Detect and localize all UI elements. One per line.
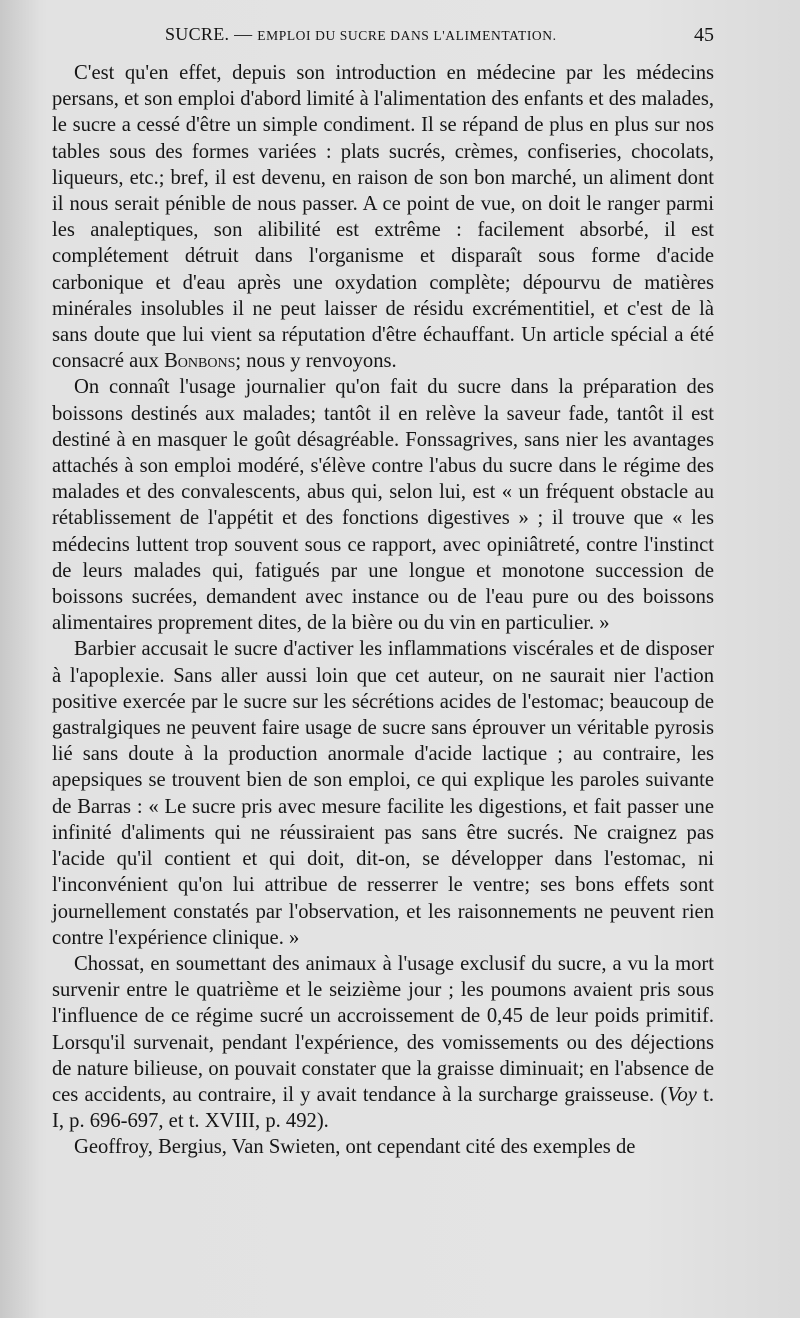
- header-title-dash: —: [234, 24, 253, 44]
- text-run: Barbier accusait le sucre d'activer les inflammations viscérales et de disposer à l'apoplexie. Sans aller aussi loin que cet auteur, on ne saurait nier l'action positive exercée par le sucre sur les sécrétions acides de l'estomac; beaucoup de gastralgiques ne peuvent faire usage de sucre sans éprouver un véritable pyrosis lié sans doute à la production anormale d'acide lactique ; au contraire, les apepsiques se trouvent bien de son emploi, ce qui explique les paroles suivante de Barras : « Le sucre pris avec mesure facilite les digestions, et fait passer une infinité d'aliments qui ne réussiraient pas sans être sucrés. Ne craignez pas l'acide qu'il contient et qui doit, dit-on, se développer dans l'estomac, ni l'inconvénient qu'on lui attribue de resserrer le ventre; ses bons effets sont journellement constatés par l'observation, et les raisonnements ne peuvent rien contre l'expérience clinique. »: [52, 638, 714, 949]
- running-header: [165, 24, 714, 54]
- text-run: Geoffroy, Bergius, Van Swieten, ont cependant cité des exemples de: [74, 1136, 636, 1159]
- header-title-sub: EMPLOI DU SUCRE DANS L'ALIMENTATION.: [257, 28, 557, 43]
- spine-shadow: [0, 0, 40, 1318]
- paragraph: [52, 636, 714, 950]
- paragraph: [52, 374, 714, 636]
- header-title-main: SUCRE.: [165, 24, 230, 44]
- running-title: [165, 24, 557, 45]
- text-run: Chossat, en soumettant des animaux à l'usage exclusif du sucre, a vu la mort survenir entre le quatrième et le seizième jour ; les poumons avaient pris sous l'influence de ce régime sucré un accroissement de 0,45 de leur poids primitif. Lorsqu'il survenait, pendant l'expérience, des vomissements ou des déjections de nature bilieuse, on pouvait constater que la graisse diminuait; en l'absence de ces accidents, au contraire, il y avait tendance à la surcharge graisseuse. (: [52, 952, 714, 1106]
- text-run-italic: Voy: [667, 1083, 697, 1106]
- body-text: [52, 60, 714, 1161]
- text-run: C'est qu'en effet, depuis son introduction en médecine par les médecins persans, et son emploi d'abord limité à l'alimentation des enfants et des malades, le sucre a cessé d'être un simple condiment. Il se répand de plus en plus sur nos tables sous des formes variées : plats sucrés, crèmes, confiseries, chocolats, liqueurs, etc.; bref, il est devenu, en raison de son bon marché, un aliment dont il nous serait pénible de nous passer. A ce point de vue, on doit le ranger parmi les analeptiques, son alibilité est extrême : facilement absorbé, il est complétement détruit dans l'organisme et disparaît sous forme d'acide carbonique et d'eau après une oxydation complète; dépourvu de matières minérales insolubles il ne peut laisser de résidu excrémentitiel, et c'est de là sans doute que lui vient sa réputation d'être échauffant. Un article spécial a été consacré aux: [52, 62, 714, 373]
- paragraph: [52, 1134, 714, 1160]
- text-run: ; nous y renvoyons.: [235, 350, 397, 373]
- text-run-smallcaps: Bonbons: [164, 350, 236, 373]
- paragraph: [52, 60, 714, 374]
- paragraph: [52, 951, 714, 1134]
- text-run: t. I, p. 696-697, et t. XVIII, p. 492).: [52, 1083, 714, 1133]
- page-number: 45: [694, 24, 714, 46]
- text-run: On connaît l'usage journalier qu'on fait du sucre dans la préparation des boissons destinés aux malades; tantôt il en relève la saveur fade, tantôt il est destiné à en masquer le goût désagréable. Fonssagrives, sans nier les avantages attachés à son emploi modéré, s'élève contre l'abus du sucre dans le régime des malades et des convalescents, abus qui, selon lui, est « un fréquent obstacle au rétablissement de l'appétit et des fonctions digestives » ; il trouve que « les médecins luttent trop souvent sous ce rapport, avec opiniâtreté, contre l'instinct de leurs malades qui, fatigués par une longue et monotone succession de boissons sucrées, demandent avec instance ou de l'eau pure ou des boissons alimentaires proprement dites, de la bière ou du vin en particulier. »: [52, 376, 714, 635]
